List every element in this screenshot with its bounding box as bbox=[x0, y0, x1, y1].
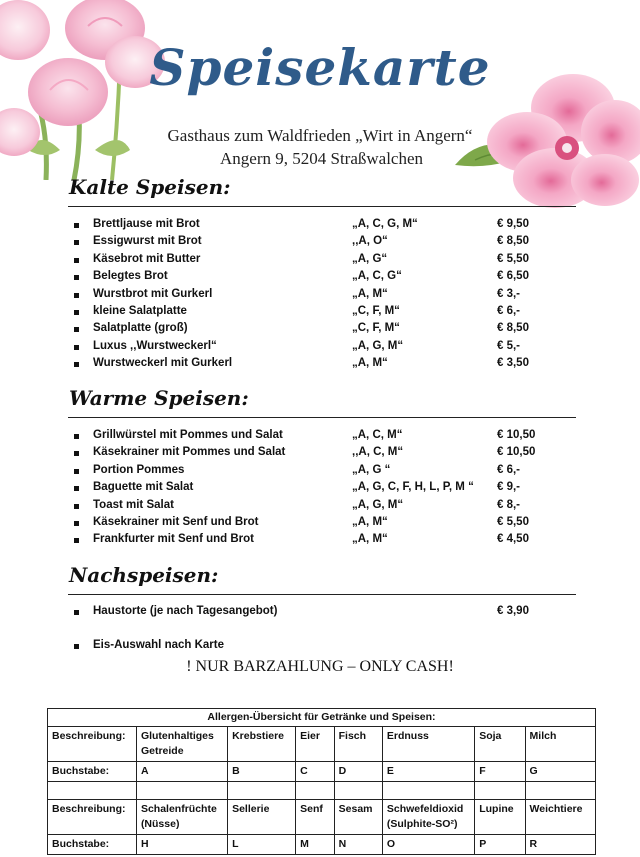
menu-item bbox=[0, 429, 640, 446]
allergen-cell: Weichtiere bbox=[525, 800, 595, 835]
allergen-row-header: Buchstabe: bbox=[48, 762, 137, 782]
allergen-cell: E bbox=[382, 762, 474, 782]
menu-item-price: € 5,- bbox=[497, 339, 521, 352]
allergen-cell: Schalenfrüchte (Nüsse) bbox=[136, 800, 227, 835]
allergen-row bbox=[48, 762, 596, 782]
bullet-icon bbox=[74, 240, 79, 245]
menu-item-name: Baguette mit Salat bbox=[93, 481, 194, 494]
allergen-cell: B bbox=[228, 762, 296, 782]
menu-item-name: Käsekrainer mit Pommes und Salat bbox=[93, 446, 286, 459]
allergen-cell: D bbox=[334, 762, 382, 782]
menu-item-name: Belegtes Brot bbox=[93, 270, 168, 283]
menu-item bbox=[0, 340, 640, 357]
menu-item-allergen-codes: „A, M“ bbox=[352, 533, 388, 546]
allergen-cell: Soja bbox=[475, 727, 525, 762]
menu-item-price: € 6,50 bbox=[497, 270, 529, 283]
allergen-cell: Fisch bbox=[334, 727, 382, 762]
allergen-row bbox=[48, 800, 596, 835]
menu-item-allergen-codes: „C, F, M“ bbox=[352, 305, 400, 317]
menu-item-name: Käsekrainer mit Senf und Brot bbox=[93, 516, 259, 528]
menu-item-price: € 4,50 bbox=[497, 533, 529, 546]
menu-item-name: Frankfurter mit Senf und Brot bbox=[93, 533, 255, 546]
menu-item bbox=[0, 288, 640, 305]
menu-item-price: € 3,- bbox=[497, 287, 521, 300]
menu-item-allergen-codes: „A, G“ bbox=[352, 252, 388, 265]
menu-item bbox=[0, 218, 640, 235]
menu-item bbox=[0, 639, 640, 656]
menu-item bbox=[0, 305, 640, 322]
allergen-cell bbox=[228, 782, 296, 800]
allergen-cell: G bbox=[525, 762, 595, 782]
menu-item bbox=[0, 322, 640, 339]
menu-item-price: € 6,- bbox=[497, 305, 521, 317]
allergen-cell: C bbox=[296, 762, 335, 782]
menu-item-price: € 8,50 bbox=[497, 322, 529, 335]
menu-item-price: € 10,50 bbox=[497, 446, 536, 459]
allergen-cell: O bbox=[382, 835, 474, 855]
menu-item-name: kleine Salatplatte bbox=[93, 305, 187, 317]
allergen-cell: Milch bbox=[525, 727, 595, 762]
allergen-cell: F bbox=[475, 762, 525, 782]
allergen-row bbox=[48, 782, 596, 800]
menu-item bbox=[0, 533, 640, 550]
menu-item bbox=[0, 464, 640, 481]
allergen-row bbox=[48, 835, 596, 855]
menu-item-price: € 8,50 bbox=[497, 235, 529, 248]
bullet-icon bbox=[74, 258, 79, 263]
menu-item-name: Toast mit Salat bbox=[93, 498, 174, 511]
allergen-cell: N bbox=[334, 835, 382, 855]
menu-item-name: Grillwürstel mit Pommes und Salat bbox=[93, 429, 283, 441]
allergen-cell bbox=[475, 782, 525, 800]
bullet-icon bbox=[74, 293, 79, 298]
menu-item-allergen-codes: „A, C, G, M“ bbox=[352, 218, 418, 230]
allergen-row-header: Beschreibung: bbox=[48, 800, 137, 835]
section-divider bbox=[68, 594, 576, 595]
allergen-cell: Erdnuss bbox=[382, 727, 474, 762]
allergen-row-header: Beschreibung: bbox=[48, 727, 137, 762]
bullet-icon bbox=[74, 362, 79, 367]
menu-item-price: € 9,- bbox=[497, 481, 521, 494]
menu-item-allergen-codes: „A, G “ bbox=[352, 463, 391, 476]
section-divider bbox=[68, 417, 576, 418]
menu-item-allergen-codes: ,,A, C, M“ bbox=[352, 446, 404, 459]
bullet-icon bbox=[74, 610, 79, 615]
menu-item-allergen-codes: „C, F, M“ bbox=[352, 322, 400, 335]
bullet-icon bbox=[74, 469, 79, 474]
menu-item-price: € 5,50 bbox=[497, 516, 529, 528]
restaurant-address: Angern 9, 5204 Straßwalchen bbox=[220, 149, 424, 168]
allergen-cell: P bbox=[475, 835, 525, 855]
menu-item bbox=[0, 605, 640, 622]
menu-item-price: € 9,50 bbox=[497, 218, 529, 230]
allergen-row-header: Buchstabe: bbox=[48, 835, 137, 855]
allergen-table bbox=[47, 708, 596, 855]
menu-item-name: Haustorte (je nach Tagesangebot) bbox=[93, 605, 278, 617]
menu-item-allergen-codes: „A, C, G“ bbox=[352, 270, 402, 283]
menu-item-name: Brettljause mit Brot bbox=[93, 218, 200, 230]
allergen-cell: Glutenhaltiges Getreide bbox=[136, 727, 227, 762]
allergen-cell: L bbox=[228, 835, 296, 855]
section-title-kalte-speisen: Kalte Speisen: bbox=[69, 175, 231, 199]
menu-item-price: € 10,50 bbox=[497, 429, 536, 441]
menu-item-allergen-codes: „A, G, M“ bbox=[352, 498, 404, 511]
menu-item bbox=[0, 357, 640, 374]
bullet-icon bbox=[74, 538, 79, 543]
allergen-cell: Krebstiere bbox=[228, 727, 296, 762]
allergen-cell: Sesam bbox=[334, 800, 382, 835]
menu-item bbox=[0, 481, 640, 498]
section-divider bbox=[68, 206, 576, 207]
menu-item-allergen-codes: „A, G, C, F, H, L, P, M “ bbox=[352, 481, 474, 494]
menu-item-name: Luxus ,,Wurstweckerl“ bbox=[93, 339, 217, 352]
menu-title: Speisekarte bbox=[149, 38, 491, 97]
allergen-cell bbox=[525, 782, 595, 800]
menu-item-name: Wurstbrot mit Gurkerl bbox=[93, 287, 213, 300]
menu-item-price: € 3,90 bbox=[497, 605, 529, 617]
menu-item-allergen-codes: „A, G, M“ bbox=[352, 339, 404, 352]
bullet-icon bbox=[74, 486, 79, 491]
menu-item-allergen-codes: ,,A, O“ bbox=[352, 235, 388, 248]
menu-item-price: € 6,- bbox=[497, 463, 521, 476]
allergen-cell: Eier bbox=[296, 727, 335, 762]
bullet-icon bbox=[74, 275, 79, 280]
menu-item-name: Wurstweckerl mit Gurkerl bbox=[93, 357, 233, 370]
section-title-nachspeisen: Nachspeisen: bbox=[69, 563, 219, 587]
allergen-cell: Lupine bbox=[475, 800, 525, 835]
bullet-icon bbox=[74, 434, 79, 439]
allergen-row-header bbox=[48, 782, 137, 800]
menu-item bbox=[0, 446, 640, 463]
menu-item bbox=[0, 516, 640, 533]
menu-item bbox=[0, 270, 640, 287]
allergen-table-caption: Allergen-Übersicht für Getränke und Speisen: bbox=[48, 709, 596, 727]
allergen-cell: Schwefeldioxid (Sulphite-SO²) bbox=[382, 800, 474, 835]
menu-item-allergen-codes: „A, M“ bbox=[352, 357, 388, 370]
bullet-icon bbox=[74, 504, 79, 509]
allergen-cell: Sellerie bbox=[228, 800, 296, 835]
allergen-cell: A bbox=[136, 762, 227, 782]
bullet-icon bbox=[74, 451, 79, 456]
cash-only-notice: ! NUR BARZAHLUNG – ONLY CASH! bbox=[186, 658, 454, 675]
menu-item bbox=[0, 499, 640, 516]
bullet-icon bbox=[74, 327, 79, 332]
allergen-cell: Senf bbox=[296, 800, 335, 835]
menu-item-name: Portion Pommes bbox=[93, 463, 185, 476]
menu-item-price: € 5,50 bbox=[497, 252, 529, 265]
allergen-cell: R bbox=[525, 835, 595, 855]
menu-item-name: Eis-Auswahl nach Karte bbox=[93, 639, 225, 651]
bullet-icon bbox=[74, 345, 79, 350]
section-title-warme-speisen: Warme Speisen: bbox=[69, 386, 249, 410]
allergen-cell bbox=[382, 782, 474, 800]
allergen-cell bbox=[296, 782, 335, 800]
allergen-cell bbox=[136, 782, 227, 800]
menu-item-price: € 8,- bbox=[497, 498, 521, 511]
allergen-cell: M bbox=[296, 835, 335, 855]
allergen-cell: H bbox=[136, 835, 227, 855]
allergen-row bbox=[48, 727, 596, 762]
menu-item bbox=[0, 235, 640, 252]
menu-item bbox=[0, 253, 640, 270]
menu-item-allergen-codes: „A, M“ bbox=[352, 287, 388, 300]
bullet-icon bbox=[74, 223, 79, 228]
bullet-icon bbox=[74, 644, 79, 649]
restaurant-name: Gasthaus zum Waldfrieden „Wirt in Angern“ bbox=[167, 126, 473, 145]
menu-item-allergen-codes: „A, C, M“ bbox=[352, 429, 403, 441]
menu-item-name: Salatplatte (groß) bbox=[93, 322, 188, 335]
allergen-cell bbox=[334, 782, 382, 800]
bullet-icon bbox=[74, 521, 79, 526]
bullet-icon bbox=[74, 310, 79, 315]
menu-item-name: Essigwurst mit Brot bbox=[93, 235, 202, 248]
menu-item-name: Käsebrot mit Butter bbox=[93, 252, 201, 265]
menu-item-allergen-codes: „A, M“ bbox=[352, 516, 388, 528]
menu-item-price: € 3,50 bbox=[497, 357, 529, 370]
